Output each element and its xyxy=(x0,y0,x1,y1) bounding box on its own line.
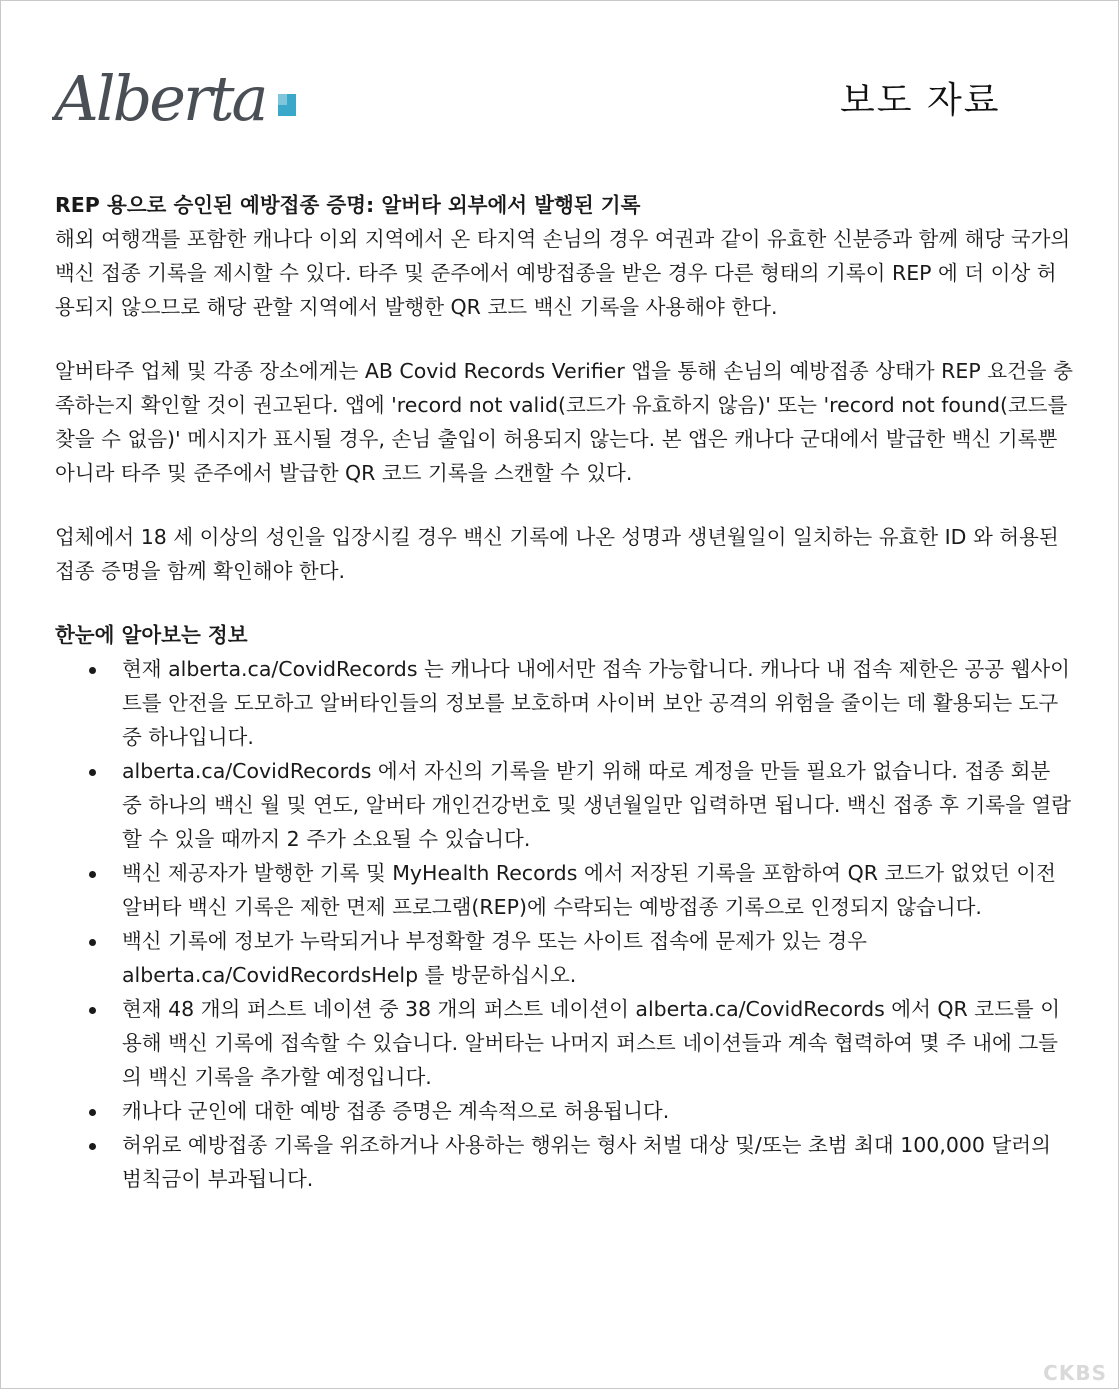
list-item-text: 현재 alberta.ca/CovidRecords 는 캐나다 내에서만 접속 가능합니다. 캐나다 내 접속 제한은 공공 웹사이트를 안전을 도모하고 알버타인들의 정보를 보호하며 사이버 보안 공격의 위험을 줄이는 데 활용되는 도구 중 하나입니다. xyxy=(122,657,1070,749)
bullet-icon xyxy=(89,1007,96,1014)
list-item-text: alberta.ca/CovidRecords 에서 자신의 기록을 받기 위해 따로 계정을 만들 필요가 없습니다. 접종 회분 중 하나의 백신 월 및 연도, 알버타 개인건강번호 및 생년월일만 입력하면 됩니다. 백신 접종 후 기록을 열람할 수 있을 때까지 2 주가 소요될 수 있습니다. xyxy=(122,759,1072,851)
bullet-icon xyxy=(89,667,96,674)
paragraph-3: 업체에서 18 세 이상의 성인을 입장시킬 경우 백신 기록에 나온 성명과 생년월일이 일치하는 유효한 ID 와 허용된 접종 증명을 함께 확인해야 한다. xyxy=(55,525,1059,583)
list-item-text: 백신 제공자가 발행한 기록 및 MyHealth Records 에서 저장된 기록을 포함하여 QR 코드가 없었던 이전 알버타 백신 기록은 제한 면제 프로그램(REP)에 수락되는 예방접종 기록으로 인정되지 않습니다. xyxy=(122,861,1056,919)
list-item xyxy=(55,856,1075,924)
list-item xyxy=(55,1128,1075,1196)
paragraph-2: 알버타주 업체 및 각종 장소에게는 AB Covid Records Verifier 앱을 통해 손님의 예방접종 상태가 REP 요건을 충족하는지 확인할 것이 권고된다. 앱에 'record not valid(코드가 유효하지 않음)' 또는 'record not found(코드를 찾을 수 없음)' 메시지가 표시될 경우, 손님 출입이 허용되지 않는다. 본 앱은 캐나다 군대에서 발급한 백신 기록뿐 아니라 타주 및 준주에서 발급한 QR 코드 기록을 스캔할 수 있다. xyxy=(55,359,1073,485)
bullet-icon xyxy=(89,1109,96,1116)
bullet-icon xyxy=(89,769,96,776)
document-type-title: 보도 자료 xyxy=(840,80,1001,121)
list-item xyxy=(55,652,1075,754)
list-item-text: 현재 48 개의 퍼스트 네이션 중 38 개의 퍼스트 네이션이 alberta.ca/CovidRecords 에서 QR 코드를 이용해 백신 기록에 접속할 수 있습니다. 알버타는 나머지 퍼스트 네이션들과 계속 협력하여 몇 주 내에 그들의 백신 기록을 추가할 예정입니다. xyxy=(122,997,1061,1089)
alberta-logo-wordmark xyxy=(52,56,302,132)
list-item-text: 캐나다 군인에 대한 예방 접종 증명은 계속적으로 허용됩니다. xyxy=(122,1099,670,1123)
section-heading-quick-facts: 한눈에 알아보는 정보 xyxy=(55,623,248,647)
quick-facts-list xyxy=(55,652,1075,1196)
broadcaster-watermark: CKBS xyxy=(1043,1361,1107,1385)
list-item-text: 허위로 예방접종 기록을 위조하거나 사용하는 행위는 형사 처벌 대상 및/또는 초범 최대 100,000 달러의 범칙금이 부과됩니다. xyxy=(122,1133,1051,1191)
list-item xyxy=(55,924,1075,992)
paragraph-1: 해외 여행객를 포함한 캐나다 이외 지역에서 온 타지역 손님의 경우 여권과 같이 유효한 신분증과 함께 해당 국가의 백신 접종 기록을 제시할 수 있다. 타주 및 준주에서 예방접종을 받은 경우 다른 형태의 기록이 REP 에 더 이상 허용되지 않으므로 해당 관할 지역에서 발행한 QR 코드 백신 기록을 사용해야 한다. xyxy=(55,227,1071,319)
list-item-text: 백신 기록에 정보가 누락되거나 부정확할 경우 또는 사이트 접속에 문제가 있는 경우 alberta.ca/CovidRecordsHelp 를 방문하십시오. xyxy=(122,929,867,987)
svg-text:Alberta: Alberta xyxy=(54,62,266,132)
section-heading-proof: REP 용으로 승인된 예방접종 증명: 알버타 외부에서 발행된 기록 xyxy=(55,193,641,217)
document-body xyxy=(55,188,1075,1196)
bullet-icon xyxy=(89,871,96,878)
alberta-logo xyxy=(52,56,302,132)
bullet-icon xyxy=(89,1143,96,1150)
list-item xyxy=(55,1094,1075,1128)
bullet-icon xyxy=(89,939,96,946)
list-item xyxy=(55,992,1075,1094)
list-item xyxy=(55,754,1075,856)
